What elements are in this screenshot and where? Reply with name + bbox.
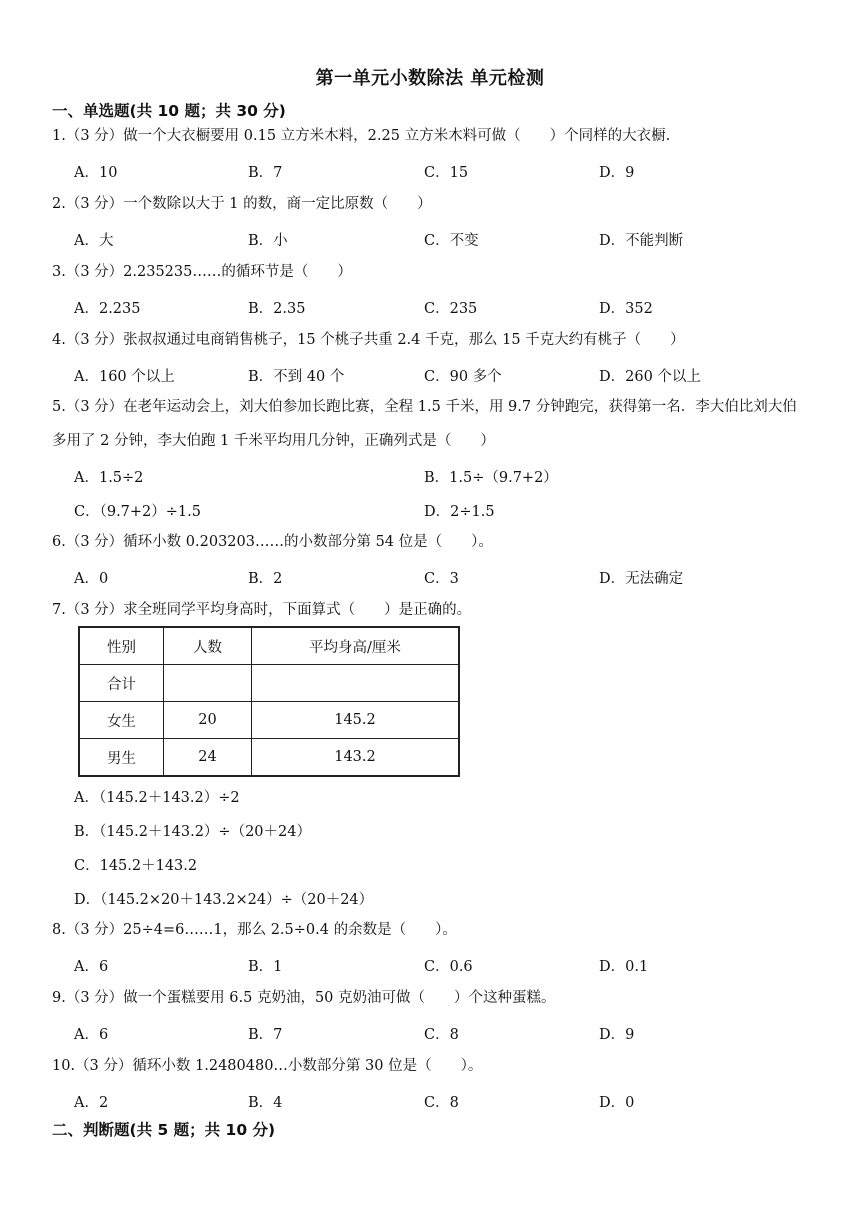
- option-c: C．8: [424, 1095, 459, 1111]
- option-c: C．235: [424, 301, 478, 317]
- table-cell: 女生: [79, 702, 164, 739]
- question-9: 9.（3 分）做一个蛋糕要用 6.5 克奶油，50 克奶油可做（ ）个这种蛋糕。: [52, 990, 556, 1006]
- table-cell: 143.2: [252, 739, 460, 777]
- question-5-options-row-1: [74, 466, 814, 486]
- option-c: C．90 多个: [424, 369, 502, 385]
- question-10: 10.（3 分）循环小数 1.2480480…小数部分第 30 位是（ ）。: [52, 1058, 483, 1074]
- option-d: D．9: [599, 1027, 635, 1043]
- table-header-cell: 平均身高/厘米: [252, 627, 460, 665]
- question-2-options: [74, 229, 814, 249]
- height-table: [78, 626, 460, 777]
- option-a: A．大: [74, 233, 114, 249]
- option-d: D．（145.2×20＋143.2×24）÷（20＋24）: [74, 892, 374, 908]
- table-cell: [252, 665, 460, 702]
- option-b: B．2: [248, 571, 283, 587]
- question-5-options-row-2: [74, 500, 814, 520]
- question-6: 6.（3 分）循环小数 0.203203……的小数部分第 54 位是（ ）。: [52, 534, 493, 550]
- question-7: 7.（3 分）求全班同学平均身高时，下面算式（ ）是正确的。: [52, 602, 472, 618]
- option-b: B．2.35: [248, 301, 306, 317]
- table-row: [79, 702, 459, 739]
- table-header-row: [79, 627, 459, 665]
- option-b: B．1.5÷（9.7+2）: [424, 470, 558, 486]
- option-a: A．160 个以上: [74, 369, 175, 385]
- question-8: 8.（3 分）25÷4=6……1，那么 2.5÷0.4 的余数是（ ）。: [52, 922, 457, 938]
- question-9-options: [74, 1023, 814, 1043]
- option-b: B．1: [248, 959, 283, 975]
- page-title: 第一单元小数除法 单元检测: [315, 68, 545, 89]
- option-c: C．15: [424, 165, 469, 181]
- option-b: B．4: [248, 1095, 283, 1111]
- option-a: A．2: [74, 1095, 109, 1111]
- option-d: D．352: [599, 301, 653, 317]
- option-d: D．无法确定: [599, 571, 684, 587]
- option-d: D．0.1: [599, 959, 649, 975]
- table-row: [79, 739, 459, 777]
- question-4: 4.（3 分）张叔叔通过电商销售桃子，15 个桃子共重 2.4 千克，那么 15 千克大约有桃子（ ）: [52, 332, 685, 348]
- option-d: D．0: [599, 1095, 635, 1111]
- table-cell: 男生: [79, 739, 164, 777]
- question-4-options: [74, 365, 814, 385]
- option-d: D．260 个以上: [599, 369, 701, 385]
- option-b: B．7: [248, 165, 283, 181]
- table-header-cell: 人数: [164, 627, 252, 665]
- option-a: A．1.5÷2: [74, 470, 144, 486]
- option-d: D．9: [599, 165, 635, 181]
- question-3-options: [74, 297, 814, 317]
- table-cell: 24: [164, 739, 252, 777]
- question-1-options: [74, 161, 814, 181]
- question-2: 2.（3 分）一个数除以大于 1 的数，商一定比原数（ ）: [52, 196, 432, 212]
- table-row: [79, 665, 459, 702]
- section-heading-true-false: 二、判断题(共 5 题；共 10 分): [52, 1121, 276, 1139]
- question-1: 1.（3 分）做一个大衣橱要用 0.15 立方米木料，2.25 立方米木料可做（ ）个同样的大衣橱.: [52, 128, 671, 144]
- option-b: B．7: [248, 1027, 283, 1043]
- table-cell: 20: [164, 702, 252, 739]
- question-5: 5.（3 分）在老年运动会上，刘大伯参加长跑比赛，全程 1.5 千米，用 9.7 分钟跑完，获得第一名．李大伯比刘大伯多用了 2 分钟，李大伯跑 1 千米平均用几分钟，正确列式是（ ）: [52, 399, 797, 449]
- option-a: A．6: [74, 959, 109, 975]
- option-b: B．（145.2＋143.2）÷（20＋24）: [74, 824, 311, 840]
- section-heading-single-choice: 一、单选题(共 10 题；共 30 分): [52, 102, 286, 120]
- table-cell: 145.2: [252, 702, 460, 739]
- option-d: D．2÷1.5: [424, 504, 495, 520]
- option-a: A．（145.2＋143.2）÷2: [74, 790, 240, 806]
- question-6-options: [74, 567, 814, 587]
- table-header-cell: 性别: [79, 627, 164, 665]
- option-c: C．（9.7+2）÷1.5: [74, 504, 201, 520]
- option-a: A．0: [74, 571, 109, 587]
- table-cell: [164, 665, 252, 702]
- question-3: 3.（3 分）2.235235……的循环节是（ ）: [52, 264, 352, 280]
- option-c: C．145.2＋143.2: [74, 858, 198, 874]
- option-a: A．6: [74, 1027, 109, 1043]
- option-c: C．8: [424, 1027, 459, 1043]
- option-c: C．不变: [424, 233, 479, 249]
- option-c: C．3: [424, 571, 459, 587]
- question-10-options: [74, 1091, 814, 1111]
- question-8-options: [74, 955, 814, 975]
- option-b: B．不到 40 个: [248, 369, 345, 385]
- option-a: A．10: [74, 165, 118, 181]
- option-c: C．0.6: [424, 959, 473, 975]
- option-b: B．小: [248, 233, 288, 249]
- option-d: D．不能判断: [599, 233, 684, 249]
- table-cell: 合计: [79, 665, 164, 702]
- option-a: A．2.235: [74, 301, 141, 317]
